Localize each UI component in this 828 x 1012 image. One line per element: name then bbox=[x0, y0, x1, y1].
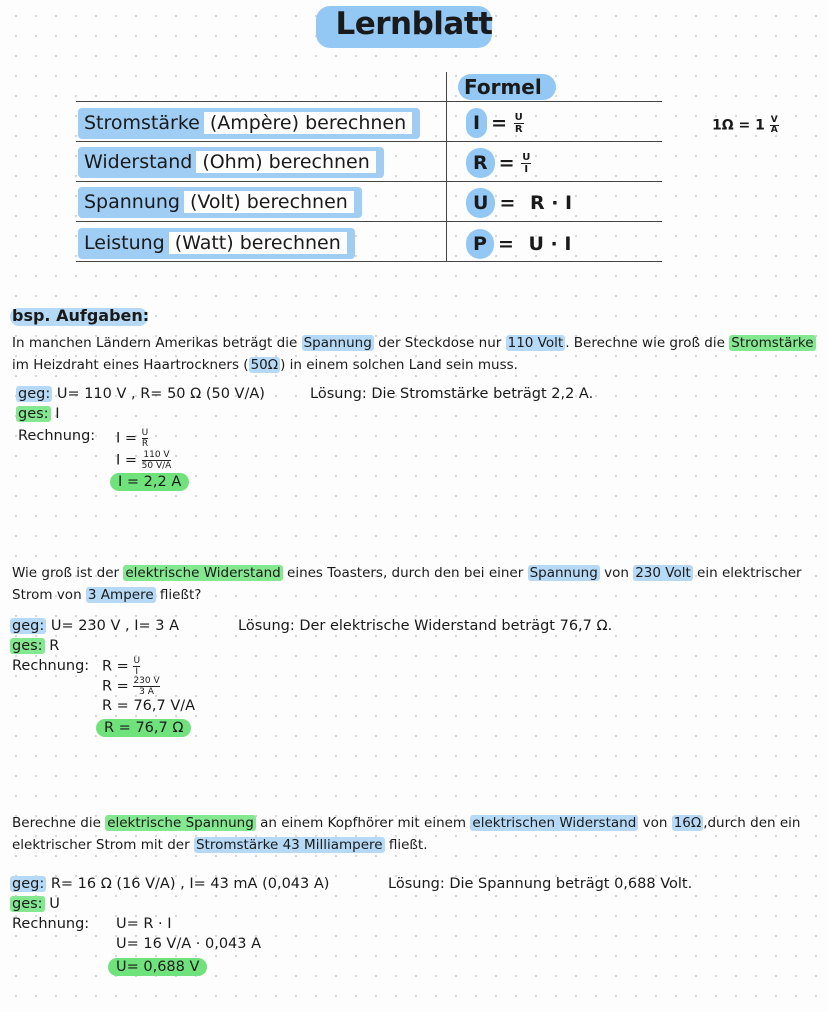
page-title: Lernblatt bbox=[335, 6, 493, 42]
fraction-numerator: U bbox=[514, 112, 523, 123]
highlight: 3 Ampere bbox=[87, 587, 154, 603]
task3-text bbox=[12, 812, 822, 856]
fraction-numerator: 230 V bbox=[133, 676, 160, 686]
fraction-numerator: U bbox=[141, 428, 149, 438]
text: Strom von bbox=[12, 587, 86, 603]
task2-text bbox=[12, 562, 822, 606]
task2-calc-step2 bbox=[102, 676, 160, 697]
table-row-voltage bbox=[78, 187, 362, 218]
task1-solution: Lösung: Die Stromstärke beträgt 2,2 A. bbox=[310, 386, 594, 402]
highlight: elektrischen Widerstand bbox=[472, 815, 637, 831]
text: an einem Kopfhörer mit einem bbox=[255, 815, 471, 831]
text: ) in einem solchen Land sein muss. bbox=[280, 357, 518, 373]
highlight: 230 Volt bbox=[635, 565, 691, 581]
fraction-denominator: R bbox=[141, 439, 149, 449]
calc-fraction bbox=[133, 676, 159, 697]
formula-current bbox=[466, 108, 524, 138]
task3-calc-step1: U= R · I bbox=[116, 916, 172, 932]
text: . Berechne wie groß die bbox=[565, 335, 730, 351]
task2-given bbox=[10, 618, 179, 634]
task2-result: R = 76,7 Ω bbox=[96, 719, 191, 737]
formula-fraction bbox=[521, 152, 531, 175]
formula-fraction bbox=[514, 112, 524, 135]
fraction-numerator: 110 V bbox=[143, 450, 170, 460]
task2-calc-label: Rechnung: bbox=[12, 658, 90, 674]
fraction-denominator: 3 A bbox=[139, 687, 154, 697]
unit-label: (Ampère) berechnen bbox=[204, 112, 412, 134]
fraction-denominator: I bbox=[524, 164, 529, 175]
highlight: elektrische Spannung bbox=[107, 815, 254, 831]
given-label: geg: bbox=[18, 386, 51, 402]
task3-solution: Lösung: Die Spannung beträgt 0,688 Volt. bbox=[388, 876, 693, 892]
text: Berechne die bbox=[12, 815, 106, 831]
formula-header: Formel bbox=[464, 75, 542, 99]
formula-equals: = bbox=[497, 233, 514, 255]
task1-calc-step2 bbox=[116, 450, 171, 471]
fraction-numerator: U bbox=[133, 656, 141, 666]
calc-text: R = bbox=[102, 678, 129, 695]
quantity-label: Stromstärke bbox=[84, 112, 200, 134]
text: ,durch den ein bbox=[703, 815, 801, 831]
text: von bbox=[599, 565, 634, 581]
fraction-denominator: 50 V/A bbox=[141, 461, 172, 471]
highlight: Spannung bbox=[529, 565, 598, 581]
formula-voltage bbox=[466, 188, 572, 218]
given-values: U= 110 V , R= 50 Ω (50 V/A) bbox=[56, 386, 265, 402]
formula-symbol: P bbox=[466, 229, 494, 259]
sought-label: ges: bbox=[12, 896, 43, 912]
unit-label: (Watt) berechnen bbox=[169, 232, 347, 254]
task3-sought bbox=[10, 896, 60, 912]
formula-equals: = bbox=[499, 192, 516, 214]
unit-note-fraction bbox=[770, 116, 779, 135]
unit-note-text: 1Ω = 1 bbox=[712, 117, 765, 134]
text: In manchen Ländern Amerikas beträgt die bbox=[12, 335, 302, 351]
calc-fraction bbox=[142, 428, 149, 449]
text: fließt? bbox=[155, 587, 202, 603]
fraction-denominator: I bbox=[135, 667, 139, 677]
given-label: geg: bbox=[12, 876, 45, 892]
text: im Heizdraht eines Haartrockners ( bbox=[12, 357, 249, 373]
task1-text bbox=[12, 332, 822, 376]
quantity-label: Leistung bbox=[84, 232, 165, 254]
quantity-label: Widerstand bbox=[84, 151, 193, 173]
table-line bbox=[76, 181, 662, 182]
highlight: 50Ω bbox=[250, 357, 279, 373]
table-row-power bbox=[78, 228, 355, 259]
formula-equals: = bbox=[498, 152, 515, 174]
formula-expression: R · I bbox=[529, 192, 573, 214]
task3-result: U= 0,688 V bbox=[108, 958, 207, 976]
table-line bbox=[76, 261, 662, 262]
calc-fraction bbox=[133, 656, 140, 677]
text: der Steckdose nur bbox=[373, 335, 506, 351]
sought-value: R bbox=[49, 638, 60, 654]
task1-calc-label: Rechnung: bbox=[18, 428, 96, 444]
given-label: geg: bbox=[12, 618, 45, 634]
task2-solution: Lösung: Der elektrische Widerstand beträgt 76,7 Ω. bbox=[238, 618, 613, 634]
fraction-numerator: U bbox=[522, 152, 531, 163]
quantity-label: Spannung bbox=[84, 191, 180, 213]
table-line bbox=[76, 101, 662, 102]
formula-equals: = bbox=[491, 112, 507, 134]
given-values: R= 16 Ω (16 V/A) , I= 43 mA (0,043 A) bbox=[50, 876, 330, 892]
highlight: elektrische Widerstand bbox=[125, 565, 281, 581]
calc-text: I = bbox=[116, 452, 138, 469]
sought-value: U bbox=[49, 896, 60, 912]
calc-text: R = bbox=[102, 658, 129, 675]
task3-calc-step2: U= 16 V/A · 0,043 A bbox=[116, 936, 262, 952]
task2-calc-step1 bbox=[102, 656, 140, 677]
text: Wie groß ist der bbox=[12, 565, 124, 581]
calc-text: I = bbox=[116, 430, 138, 447]
given-values: U= 230 V , I= 3 A bbox=[50, 618, 180, 634]
formula-symbol: I bbox=[466, 108, 487, 138]
task2-sought bbox=[10, 638, 59, 654]
fraction-numerator: V bbox=[770, 115, 778, 125]
examples-heading: bsp. Aufgaben: bbox=[12, 306, 150, 325]
highlight: Stromstärke bbox=[731, 335, 814, 351]
fraction-denominator: R bbox=[514, 124, 523, 135]
highlight: Stromstärke 43 Milliampere bbox=[195, 837, 383, 853]
highlight: Spannung bbox=[303, 335, 372, 351]
formula-resistance bbox=[466, 148, 531, 178]
text: von bbox=[638, 815, 672, 831]
unit-label: (Volt) berechnen bbox=[184, 191, 354, 213]
highlight: 16Ω bbox=[673, 815, 702, 831]
fraction-denominator: A bbox=[770, 125, 778, 135]
task3-calc-label: Rechnung: bbox=[12, 916, 90, 932]
task1-result: I = 2,2 A bbox=[110, 473, 189, 491]
task1-given bbox=[16, 386, 265, 402]
table-line bbox=[76, 221, 662, 222]
unit-label: (Ohm) berechnen bbox=[196, 151, 375, 173]
formula-symbol: U bbox=[466, 188, 495, 218]
formula-symbol: R bbox=[466, 148, 495, 178]
highlight: 110 Volt bbox=[507, 335, 564, 351]
text: ein elektrischer bbox=[692, 565, 802, 581]
table-row-current bbox=[78, 108, 420, 139]
table-line bbox=[76, 141, 662, 142]
sought-label: ges: bbox=[18, 406, 49, 422]
sought-value: I bbox=[55, 406, 60, 422]
sought-label: ges: bbox=[12, 638, 43, 654]
calc-fraction bbox=[142, 450, 172, 471]
formula-expression: U · I bbox=[528, 233, 572, 255]
task2-calc-step3: R = 76,7 V/A bbox=[102, 698, 196, 714]
table-row-resistance bbox=[78, 147, 384, 178]
unit-note bbox=[712, 116, 779, 135]
task1-calc-step1 bbox=[116, 428, 148, 449]
text: eines Toasters, durch den bei einer bbox=[282, 565, 528, 581]
task3-given bbox=[10, 876, 329, 892]
task1-sought bbox=[16, 406, 59, 422]
text: elektrischer Strom mit der bbox=[12, 837, 194, 853]
formula-power bbox=[466, 229, 571, 259]
text: fließt. bbox=[384, 837, 428, 853]
